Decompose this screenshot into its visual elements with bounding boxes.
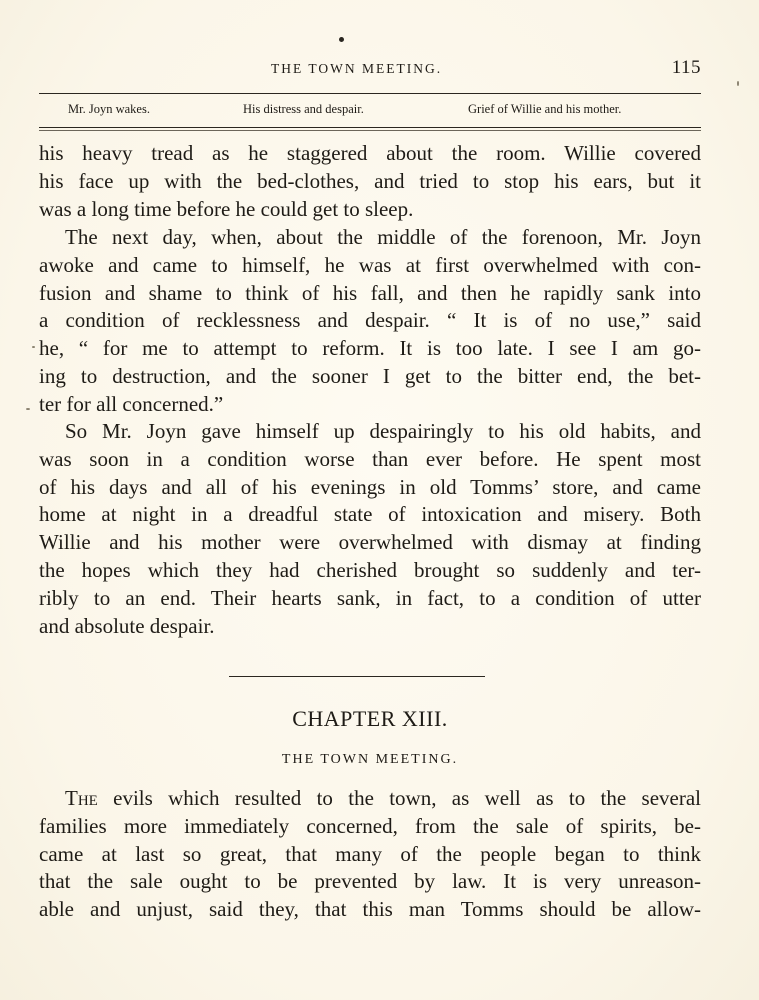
- text-line: and absolute despair.: [39, 613, 215, 638]
- paragraph: [39, 418, 701, 640]
- text-line: [39, 785, 701, 813]
- text-line: was a long time before he could get to sleep.: [39, 196, 414, 221]
- text-line: awoke and came to himself, he was at first overwhelmed with con-: [39, 252, 701, 277]
- topic-bar: [39, 102, 701, 120]
- ink-spot: [26, 408, 30, 410]
- text-line: he, “ for me to attempt to reform. It is too late. I see I am go-: [39, 336, 701, 361]
- topic-item: Mr. Joyn wakes.: [68, 102, 150, 116]
- running-title: THE TOWN MEETING.: [271, 61, 443, 76]
- chapter-heading: CHAPTER XIII.: [292, 706, 448, 731]
- text-line: The next day, when, about the middle of the forenoon, Mr. Joyn: [65, 225, 701, 249]
- text-line: So Mr. Joyn gave himself up despairingly to his old habits, and: [65, 419, 701, 443]
- topic-item: His distress and despair.: [243, 102, 364, 116]
- text-line: Willie and his mother were overwhelmed with dismay at finding: [39, 530, 701, 555]
- text-line: of his days and all of his evenings in old Tomms’ store, and came: [39, 474, 701, 499]
- ink-spot: [339, 37, 344, 42]
- header-rule-top: [39, 93, 701, 94]
- text-line: families more immediately concerned, from the sale of spirits, be-: [39, 813, 701, 838]
- text-line: his heavy tread as he staggered about the room. Willie covered: [39, 141, 701, 165]
- section-divider: [229, 676, 485, 677]
- text-line: home at night in a dreadful state of intoxication and misery. Both: [39, 502, 701, 527]
- text-line: a condition of recklessness and despair. “ It is of no use,” said: [39, 308, 701, 333]
- text-line: that the sale ought to be prevented by law. It is very unreason-: [39, 869, 701, 894]
- chapter-subtitle: THE TOWN MEETING.: [281, 752, 459, 767]
- text-line: ribly to an end. Their hearts sank, in fact, to a condition of utter: [39, 585, 701, 610]
- text-line: his face up with the bed-clothes, and tried to stop his ears, but it: [39, 168, 701, 193]
- text-line: came at last so great, that many of the people began to think: [39, 841, 701, 866]
- ink-spot: [32, 346, 35, 348]
- header-rule-bottom-inner: [39, 130, 701, 131]
- running-head: [39, 58, 701, 80]
- text-line: ing to destruction, and the sooner I get to the bitter end, the bet-: [39, 363, 701, 388]
- text-line-rest: evils which resulted to the town, as well as to the several: [97, 786, 701, 810]
- chapter-opening-paragraph: [39, 785, 701, 924]
- text-line: the hopes which they had cherished brought so suddenly and ter-: [39, 557, 701, 582]
- paragraph: [39, 224, 701, 419]
- opening-word: The: [65, 786, 98, 810]
- ink-spot: [737, 81, 739, 86]
- text-line: able and unjust, said they, that this man Tomms should be allow-: [39, 897, 701, 922]
- header-rule-bottom: [39, 127, 701, 128]
- paragraph: [39, 140, 701, 223]
- text-line: was soon in a condition worse than ever before. He spent most: [39, 446, 701, 471]
- text-line: ter for all concerned.”: [39, 391, 224, 416]
- page-number: 115: [671, 57, 701, 78]
- text-line: fusion and shame to think of his fall, and then he rapidly sank into: [39, 280, 701, 305]
- topic-item: Grief of Willie and his mother.: [468, 102, 622, 116]
